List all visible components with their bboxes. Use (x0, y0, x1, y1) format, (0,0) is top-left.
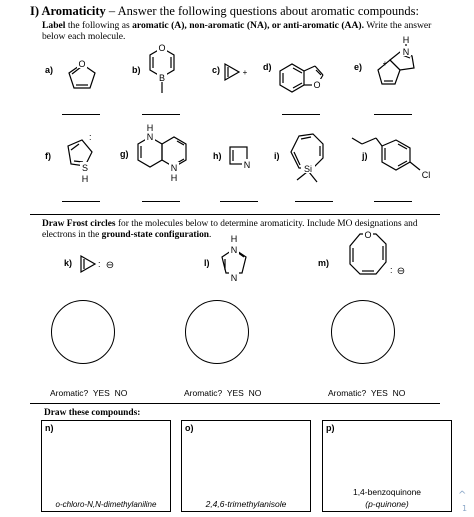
atom-cl: Cl (421, 170, 431, 180)
instr-categories: aromatic (A), non-aromatic (NA), or anti-aromatic (AA). (132, 20, 364, 31)
aromatic-question-m (328, 388, 405, 398)
answer-blank-h[interactable] (220, 201, 258, 202)
atom-o: O (78, 59, 86, 69)
minus-charge-icon: ⊖ (105, 260, 115, 271)
molecule-k-cyclopropenyl-anion (78, 252, 124, 276)
molecule-m-label: m) (318, 258, 329, 268)
molecule-b-borinine (142, 38, 182, 98)
atom-h: H (170, 173, 178, 183)
frost-instr-3: . (209, 230, 212, 240)
atom-s: S (81, 163, 89, 173)
yes-option[interactable]: YES (226, 388, 244, 398)
frost-instr-bold: Draw Frost circles (42, 219, 116, 229)
molecule-h-label: h) (213, 151, 222, 161)
draw-box-p-caption-2: (p-quinone) (365, 499, 409, 509)
molecule-i-silepine (283, 124, 333, 190)
section-divider-2 (30, 403, 440, 404)
molecule-i-label: i) (274, 151, 280, 161)
section-title-bold: I) Aromaticity (30, 4, 106, 18)
plus-charge-icon: + (382, 59, 388, 68)
molecule-g-label: g) (120, 149, 129, 159)
atom-n: N (170, 163, 178, 173)
frost-circle-k[interactable] (51, 300, 115, 364)
frost-circle-m[interactable] (331, 300, 395, 364)
molecule-d-label: d) (263, 62, 272, 72)
answer-blank-b[interactable] (142, 114, 180, 115)
yes-option[interactable]: YES (92, 388, 110, 398)
draw-box-n-label: n) (45, 423, 54, 433)
molecule-c-cyclopropenyl-cation (222, 60, 252, 84)
instr-text-3: below each molecule. (42, 31, 126, 42)
atom-h: H (402, 36, 410, 45)
section-title-rest: – Answer the following questions about aromatic compounds: (105, 4, 419, 18)
aromatic-label: Aromatic? (328, 388, 367, 398)
molecule-k-label: k) (64, 258, 73, 268)
atom-n: N (243, 160, 251, 170)
lone-pair-icon: : (390, 265, 393, 275)
molecule-b-label: b) (132, 65, 141, 75)
molecule-d-benzofuran (272, 57, 332, 101)
draw-box-n-caption: o-chloro-N,N-dimethylaniline (55, 500, 157, 509)
atom-n: N (230, 273, 238, 283)
molecule-j-chloroethylbenzene (346, 130, 438, 184)
no-option[interactable]: NO (392, 388, 406, 398)
answer-blank-i[interactable] (295, 201, 333, 202)
molecule-m-oxocin-anion (338, 228, 418, 290)
draw-box-p-label: p) (326, 423, 335, 433)
instr-label-bold: Label (42, 20, 66, 31)
draw-box-o-label: o) (185, 423, 194, 433)
draw-box-o[interactable] (181, 420, 311, 512)
frost-instr-2: electrons in the (42, 230, 102, 240)
molecule-l-label: l) (204, 258, 210, 268)
molecule-a-furan (62, 58, 102, 98)
aromatic-label: Aromatic? (184, 388, 223, 398)
molecule-j-label: j) (362, 151, 368, 161)
aromatic-question-k (50, 388, 127, 398)
aromatic-question-l (184, 388, 261, 398)
draw-box-p-caption: 1,4-benzoquinone (352, 487, 422, 497)
answer-blank-e[interactable] (374, 114, 412, 115)
draw-box-p[interactable] (322, 420, 452, 512)
minus-charge-icon: ⊖ (396, 266, 406, 277)
atom-o: O (313, 80, 321, 90)
answer-blank-g[interactable] (142, 201, 180, 202)
frost-circle-l[interactable] (185, 300, 249, 364)
no-option[interactable]: NO (114, 388, 128, 398)
aromatic-label: Aromatic? (50, 388, 89, 398)
section-title (30, 4, 419, 19)
draw-box-n[interactable] (41, 420, 171, 512)
lone-pair-icon: : (98, 259, 101, 269)
no-option[interactable]: NO (248, 388, 262, 398)
plus-charge-icon: + (242, 68, 248, 77)
frost-instr-1: for the molecules below to determine aromaticity. Include MO designations and (115, 219, 418, 229)
molecule-g-dihydronaphthyridine (130, 124, 200, 190)
molecule-c-label: c) (212, 65, 221, 75)
molecule-l-imidazole (214, 233, 254, 287)
atom-o: O (158, 43, 166, 53)
instr-text-2: Write the answer (363, 20, 432, 31)
yes-option[interactable]: YES (370, 388, 388, 398)
molecule-h-azete (225, 142, 255, 174)
atom-h: H (81, 174, 89, 184)
page-number: 1 (462, 504, 468, 513)
molecule-f-thiophene-anion (60, 128, 100, 186)
answer-blank-j[interactable] (374, 201, 412, 202)
instr-text-1: the following as (65, 20, 133, 31)
molecule-f-label: f) (45, 151, 51, 161)
answer-blank-d[interactable] (282, 114, 320, 115)
atom-h: H (146, 124, 154, 133)
molecule-a-label: a) (45, 65, 54, 75)
section-divider (30, 214, 440, 215)
atom-h: H (230, 234, 238, 244)
atom-n: N (146, 132, 154, 142)
atom-b: B (158, 73, 166, 83)
atom-n: N (402, 47, 410, 57)
molecule-e-label: e) (354, 62, 363, 72)
answer-blank-f[interactable] (62, 201, 100, 202)
lone-pair-icon: : (89, 132, 92, 142)
atom-n: N (230, 245, 238, 255)
atom-si: Si (303, 164, 313, 174)
answer-blank-a[interactable] (62, 114, 100, 115)
molecule-e-azabicycle (370, 36, 430, 102)
draw-box-o-caption: 2,4,6-trimethylanisole (205, 499, 287, 509)
frost-instr-bold-2: ground-state configuration (101, 230, 210, 240)
atom-o: O (364, 230, 372, 240)
draw-instructions: Draw these compounds: (44, 408, 141, 418)
scroll-up-icon[interactable]: ^ (458, 490, 467, 501)
